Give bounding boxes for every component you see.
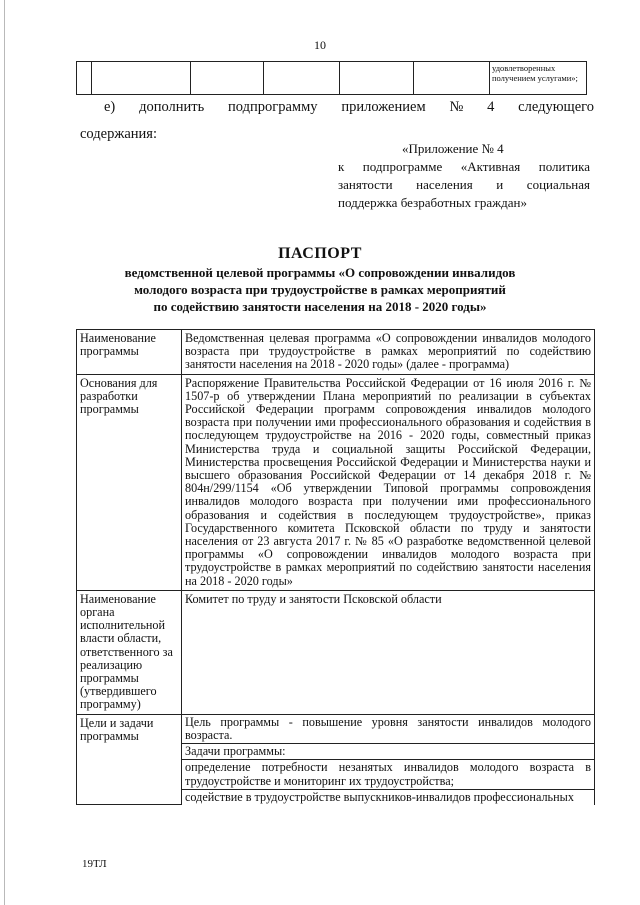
table-cell — [414, 62, 490, 95]
table-row — [77, 714, 595, 743]
row-label: Наименование программы — [77, 330, 182, 375]
table-row — [77, 62, 587, 95]
table-cell — [92, 62, 191, 95]
appendix-reference-end: поддержка безработных граждан» — [338, 195, 527, 210]
amendment-word: № — [449, 99, 464, 115]
page-number: 10 — [314, 38, 326, 52]
row-value-item: Цель программы - повышение уровня занятости инвалидов молодого возраста. — [182, 714, 595, 743]
table-row — [77, 330, 595, 375]
row-value: Комитет по труду и занятости Псковской области — [182, 590, 595, 714]
subtitle-line: молодого возраста при трудоустройстве в рамках мероприятий — [134, 282, 506, 297]
row-value-item: Задачи программы: — [182, 744, 595, 760]
passport-subtitle — [0, 264, 640, 315]
amendment-word: 4 — [487, 99, 495, 115]
table-cell — [340, 62, 414, 95]
previous-table-fragment — [76, 61, 587, 95]
amendment-word: приложением — [341, 99, 426, 115]
amendment-line-2: содержания: — [80, 126, 158, 142]
passport-title: ПАСПОРТ — [278, 245, 362, 262]
footer-code: 19ТЛ — [82, 858, 107, 870]
row-value: Ведомственная целевая программа «О сопровождении инвалидов молодого возраста при трудоустройстве в рамках мероприятий по содействию занятости населения на 2018 - 2020 годы» (далее - программа) — [182, 330, 595, 375]
scan-edge-line — [4, 0, 5, 905]
table-cell — [191, 62, 264, 95]
amendment-word: подпрограмму — [228, 99, 318, 115]
table-row — [77, 374, 595, 590]
row-label: Основания для разработки программы — [77, 374, 182, 590]
appendix-title: «Приложение № 4 — [402, 141, 504, 156]
row-value-item: определение потребности незанятых инвалидов молодого возраста в трудоустройстве и мониторинг их трудоустройства; — [182, 760, 595, 789]
row-value-item: содействие в трудоустройстве выпускников-инвалидов профессиональных — [182, 789, 595, 805]
amendment-word: дополнить — [139, 99, 205, 115]
table-cell — [264, 62, 340, 95]
row-label: Цели и задачи программы — [77, 714, 182, 805]
amendment-word: следующего — [518, 99, 594, 115]
table-row — [77, 590, 595, 714]
appendix-reference: к подпрограмме «Активная политика занятости населения и социальная — [338, 159, 590, 192]
passport-table — [76, 329, 595, 805]
amendment-line — [104, 99, 594, 116]
table-cell — [77, 62, 92, 95]
amendment-word: е) — [104, 99, 116, 115]
subtitle-line: ведомственной целевой программы «О сопровождении инвалидов — [124, 265, 516, 280]
row-value: Распоряжение Правительства Российской Федерации от 16 июля 2016 г. № 1507-р об утверждении Плана мероприятий по реализации в субъектах Российской Федерации программ сопровождения инвалидов молодого возраста при получении ими профессионального образования и содействия в последующем трудоустройстве на 2016 - 2020 годы, совместный приказ Министерства труда и социальной защиты Российской Федерации, Министерства просвещения Российской Федерации и Министерства науки и высшего образования Российской Федерации от 14 декабря 2018 г. № 804н/299/1154 «Об утверждении Типовой программы сопровождения инвалидов молодого возраста при получении ими профессионального образования и содействия в последующем трудоустройстве», приказ Государственного комитета Псковской области по труду и занятости населения от 23 августа 2017 г. № 85 «О разработке ведомственной целевой программы «О сопровождении инвалидов молодого возраста при трудоустройстве в рамках мероприятий по содействию занятости населения на 2018 - 2020 годы» — [182, 374, 595, 590]
table-cell-last: удовлетворенных получением услугами»; — [490, 62, 587, 95]
row-label: Наименование органа исполнительной власти области, ответственного за реализацию программы (утвердившего программу) — [77, 590, 182, 714]
subtitle-line: по содействию занятости населения на 2018 - 2020 годы» — [153, 299, 487, 314]
